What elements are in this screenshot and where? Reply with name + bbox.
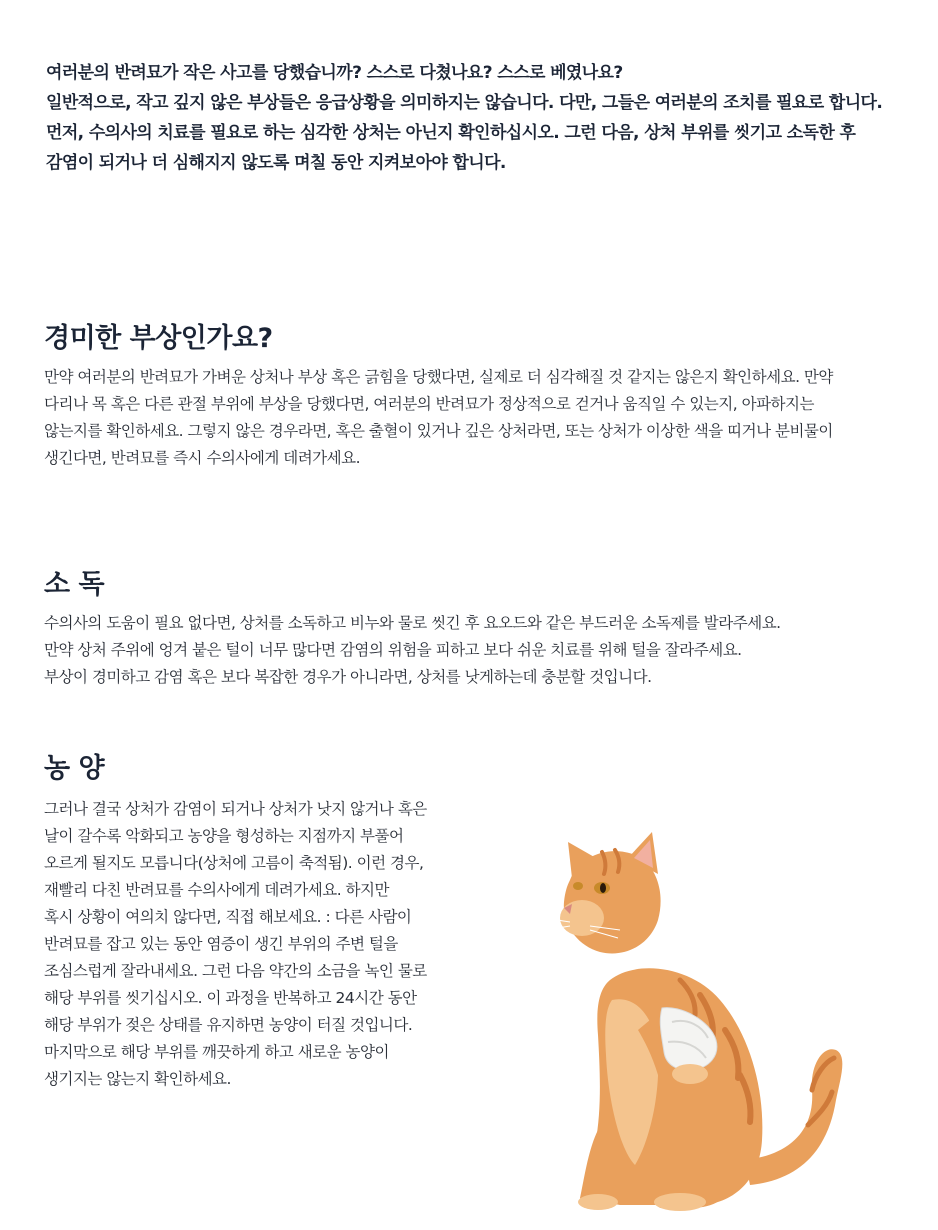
section-body-minor-injury (44, 364, 833, 472)
body-line: 않는지를 확인하세요. 그렇지 않은 경우라면, 혹은 출혈이 있거나 깊은 상처라면, 또는 상처가 이상한 색을 띠거나 분비물이 (44, 422, 833, 440)
body-line: 생긴다면, 반려묘를 즉시 수의사에게 데려가세요. (44, 449, 361, 467)
body-line: 재빨리 다친 반려묘를 수의사에게 데려가세요. 하지만 (44, 881, 389, 899)
body-line: 마지막으로 해당 부위를 깨끗하게 하고 새로운 농양이 (44, 1043, 389, 1061)
body-line: 해당 부위를 씻기십시오. 이 과정을 반복하고 24시간 동안 (44, 989, 417, 1007)
body-line: 만약 상처 주위에 엉겨 붙은 털이 너무 많다면 감염의 위험을 피하고 보다 쉬운 치료를 위해 털을 잘라주세요. (44, 641, 742, 659)
intro-line: 여러분의 반려묘가 작은 사고를 당했습니까? 스스로 다쳤나요? 스스로 베였나요? (46, 63, 623, 83)
intro-line: 감염이 되거나 더 심해지지 않도록 며칠 동안 지켜보아야 합니다. (46, 153, 506, 173)
section-body-disinfection (44, 610, 781, 691)
body-line: 수의사의 도움이 필요 없다면, 상처를 소독하고 비누와 물로 씻긴 후 요오드와 같은 부드러운 소독제를 발라주세요. (44, 614, 781, 632)
section-heading-abscess: 농 양 (44, 753, 105, 784)
body-line: 부상이 경미하고 감염 혹은 보다 복잡한 경우가 아니라면, 상처를 낫게하는데 충분할 것입니다. (44, 668, 652, 686)
body-line: 오르게 될지도 모릅니다(상처에 고름이 축적됨). 이런 경우, (44, 854, 424, 872)
body-line: 조심스럽게 잘라내세요. 그런 다음 약간의 소금을 녹인 물로 (44, 962, 427, 980)
section-heading-minor-injury: 경미한 부상인가요? (44, 323, 273, 354)
intro-line: 먼저, 수의사의 치료를 필요로 하는 심각한 상처는 아닌지 확인하십시오. 그런 다음, 상처 부위를 씻기고 소독한 후 (46, 123, 856, 143)
body-line: 생기지는 않는지 확인하세요. (44, 1070, 231, 1088)
body-line: 반려묘를 잡고 있는 동안 염증이 생긴 부위의 주변 털을 (44, 935, 398, 953)
body-line: 해당 부위가 젖은 상태를 유지하면 농양이 터질 것입니다. (44, 1016, 413, 1034)
section-body-abscess (44, 796, 427, 1093)
body-line: 그러나 결국 상처가 감염이 되거나 상처가 낫지 않거나 혹은 (44, 800, 427, 818)
body-line: 다리나 목 혹은 다른 관절 부위에 부상을 당했다면, 여러분의 반려묘가 정상적으로 걷거나 움직일 수 있는지, 아파하지는 (44, 395, 814, 413)
body-line: 혹시 상황이 여의치 않다면, 직접 해보세요. : 다른 사람이 (44, 908, 412, 926)
cat-illustration (540, 830, 860, 1220)
body-line: 날이 갈수록 악화되고 농양을 형성하는 지점까지 부풀어 (44, 827, 404, 845)
intro-line: 일반적으로, 작고 깊지 않은 부상들은 응급상황을 의미하지는 않습니다. 다만, 그들은 여러분의 조치를 필요로 합니다. (46, 93, 883, 113)
intro-paragraph (46, 58, 906, 178)
cat-photo (540, 830, 860, 1220)
body-line: 만약 여러분의 반려묘가 가벼운 상처나 부상 혹은 긁힘을 당했다면, 실제로 더 심각해질 것 같지는 않은지 확인하세요. 만약 (44, 368, 833, 386)
section-heading-disinfection: 소 독 (44, 569, 105, 600)
